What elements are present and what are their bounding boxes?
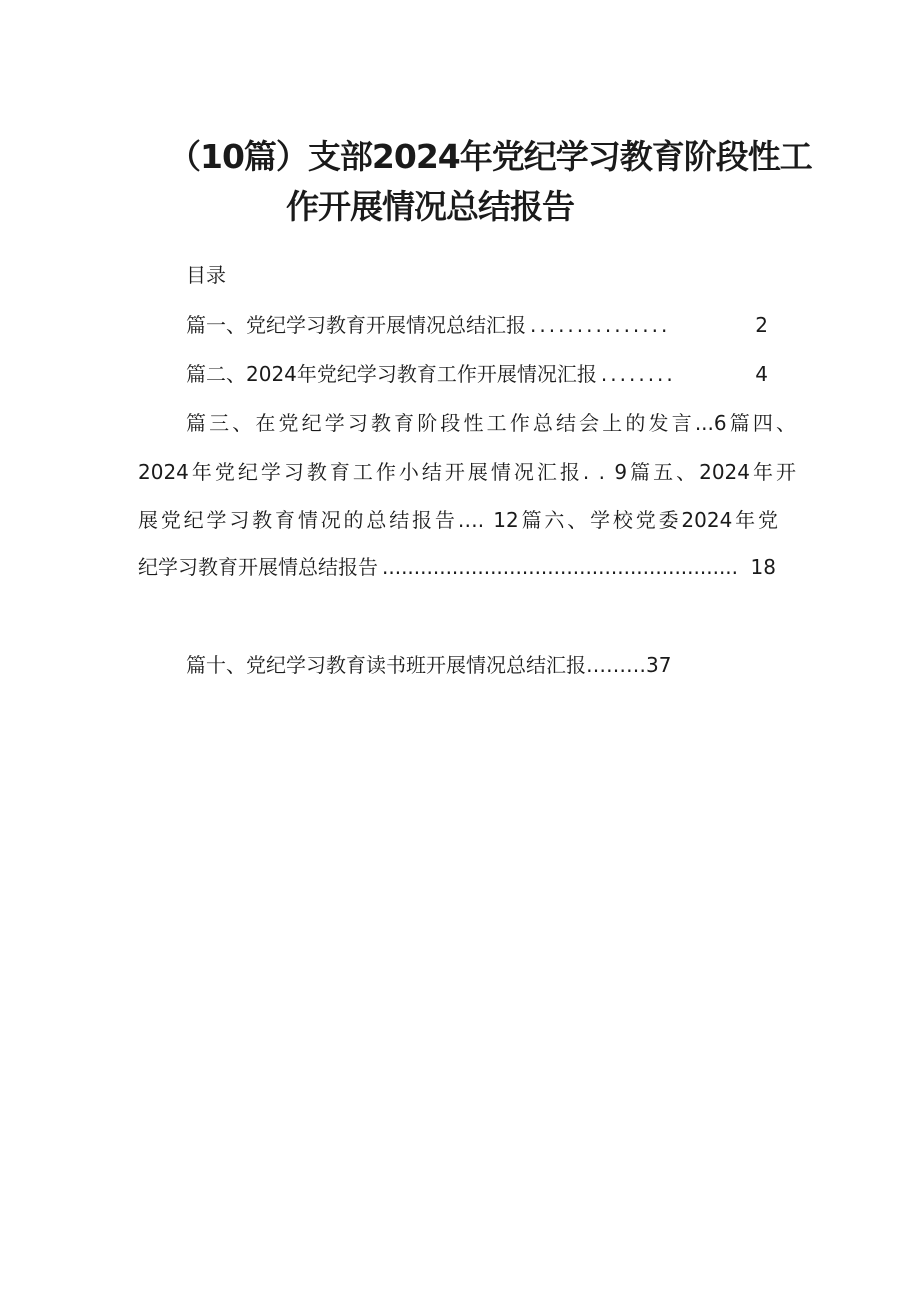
toc-leader: ............... [530, 313, 671, 337]
toc-entry-2[interactable] [186, 361, 768, 387]
toc-entry-title: 篇一、党纪学习教育开展情况总结汇报 [186, 313, 526, 337]
toc-paragraph-line-1[interactable]: 篇三、在党纪学习教育阶段性工作总结会上的发言...6篇四、 [186, 411, 796, 435]
toc-entry-10[interactable] [186, 652, 671, 678]
toc-page-number: 4 [755, 362, 768, 386]
toc-entry-title: 纪学习教育开展情总结报告 [138, 555, 378, 579]
toc-leader: ........ [600, 362, 676, 386]
toc-paragraph-line-4[interactable] [138, 554, 776, 580]
title-line-2: 作开展情况总结报告 [286, 187, 574, 226]
toc-paragraph-line-3[interactable]: 展党纪学习教育情况的总结报告…. 12篇六、学校党委2024年党 [138, 508, 778, 532]
toc-page-number: 37 [646, 653, 672, 677]
toc-heading: 目录 [186, 263, 226, 287]
toc-entry-title: 篇十、党纪学习教育读书班开展情况总结汇报……… [186, 653, 646, 677]
toc-paragraph-line-2[interactable]: 2024年党纪学习教育工作小结开展情况汇报. . 9篇五、2024年开 [138, 460, 796, 484]
toc-page-number: 18 [750, 555, 776, 579]
toc-entry-title: 篇二、2024年党纪学习教育工作开展情况汇报 [186, 362, 597, 386]
toc-leader: ........................................................ [382, 555, 739, 579]
toc-entry-1[interactable] [186, 312, 768, 338]
document-title [168, 132, 812, 232]
title-line-1: （10篇）支部2024年党纪学习教育阶段性工 [168, 137, 812, 176]
toc-page-number: 2 [755, 313, 768, 337]
